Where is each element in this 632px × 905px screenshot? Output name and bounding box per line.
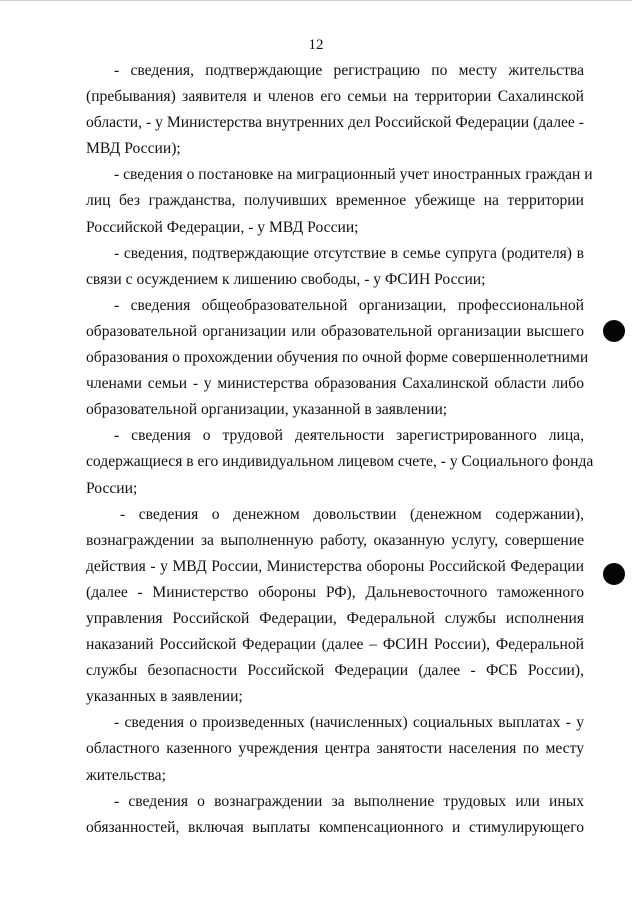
binder-hole: [603, 563, 625, 585]
text-line: областного казенного учреждения центра занятости населения по месту: [86, 740, 584, 758]
paragraph-education: [86, 293, 589, 423]
text-line: лиц без гражданства, получивших временное убежище на территории: [86, 192, 584, 210]
text-line: - сведения о произведенных (начисленных) социальных выплатах - у: [114, 714, 584, 732]
text-line: членами семьи - у министерства образования Сахалинской области либо: [86, 375, 584, 393]
text-line: МВД России);: [86, 140, 181, 158]
text-line: - сведения о трудовой деятельности зарегистрированного лица,: [114, 427, 584, 445]
text-line: управления Российской Федерации, Федеральной службы исполнения: [86, 609, 584, 627]
text-line: образовательной организации, указанной в заявлении;: [86, 401, 448, 419]
text-line: области, - у Министерства внутренних дел Российской Федерации (далее -: [86, 114, 584, 132]
text-line: образования о прохождении обучения по очной форме совершеннолетними: [86, 349, 589, 367]
text-line: содержащиеся в его индивидуальном лицевом счете, - у Социального фонда: [86, 453, 594, 471]
text-line: действия - у МВД России, Министерства обороны Российской Федерации: [86, 557, 584, 575]
text-line: - сведения, подтверждающие отсутствие в семье супруга (родителя) в: [114, 244, 584, 262]
text-line: Российской Федерации, - у МВД России;: [86, 218, 359, 236]
paragraph-migration: [86, 162, 593, 240]
text-line: жительства;: [86, 766, 166, 784]
text-line: России;: [86, 479, 138, 497]
text-line: - сведения о денежном довольствии (денежном содержании),: [120, 505, 584, 523]
paragraph-allowance: [86, 502, 584, 711]
paragraph-social-payments: [86, 710, 584, 788]
paragraph-registration: [86, 58, 584, 162]
text-line: службы безопасности Российской Федерации (далее - ФСБ России),: [86, 662, 584, 680]
text-line: (пребывания) заявителя и членов его семьи на территории Сахалинской: [86, 88, 584, 106]
text-line: (далее - Министерство обороны РФ), Дальневосточного таможенного: [86, 583, 584, 601]
text-line: - сведения, подтверждающие регистрацию по месту жительства: [114, 62, 584, 79]
paragraph-labor-activity: [86, 423, 594, 501]
document-body: [86, 58, 594, 841]
top-edge-line: [0, 0, 632, 1]
paragraph-remuneration: [86, 789, 584, 841]
text-line: связи с осуждением к лишению свободы, - у ФСИН России;: [86, 270, 486, 288]
text-line: - сведения о постановке на миграционный учет иностранных граждан и: [114, 166, 593, 184]
text-line: - сведения о вознаграждении за выполнение трудовых или иных: [114, 792, 584, 810]
text-line: вознаграждении за выполненную работу, оказанную услугу, совершение: [86, 531, 584, 549]
text-line: обязанностей, включая выплаты компенсационного и стимулирующего: [86, 818, 584, 836]
binder-hole: [603, 320, 625, 342]
text-line: указанных в заявлении;: [86, 688, 243, 706]
text-line: - сведения общеобразовательной организации, профессиональной: [114, 296, 584, 314]
paragraph-imprisonment: [86, 241, 584, 293]
text-line: наказаний Российской Федерации (далее – ФСИН России), Федеральной: [86, 636, 584, 654]
text-line: образовательной организации или образовательной организации высшего: [86, 322, 584, 340]
page-number: 12: [308, 37, 324, 53]
